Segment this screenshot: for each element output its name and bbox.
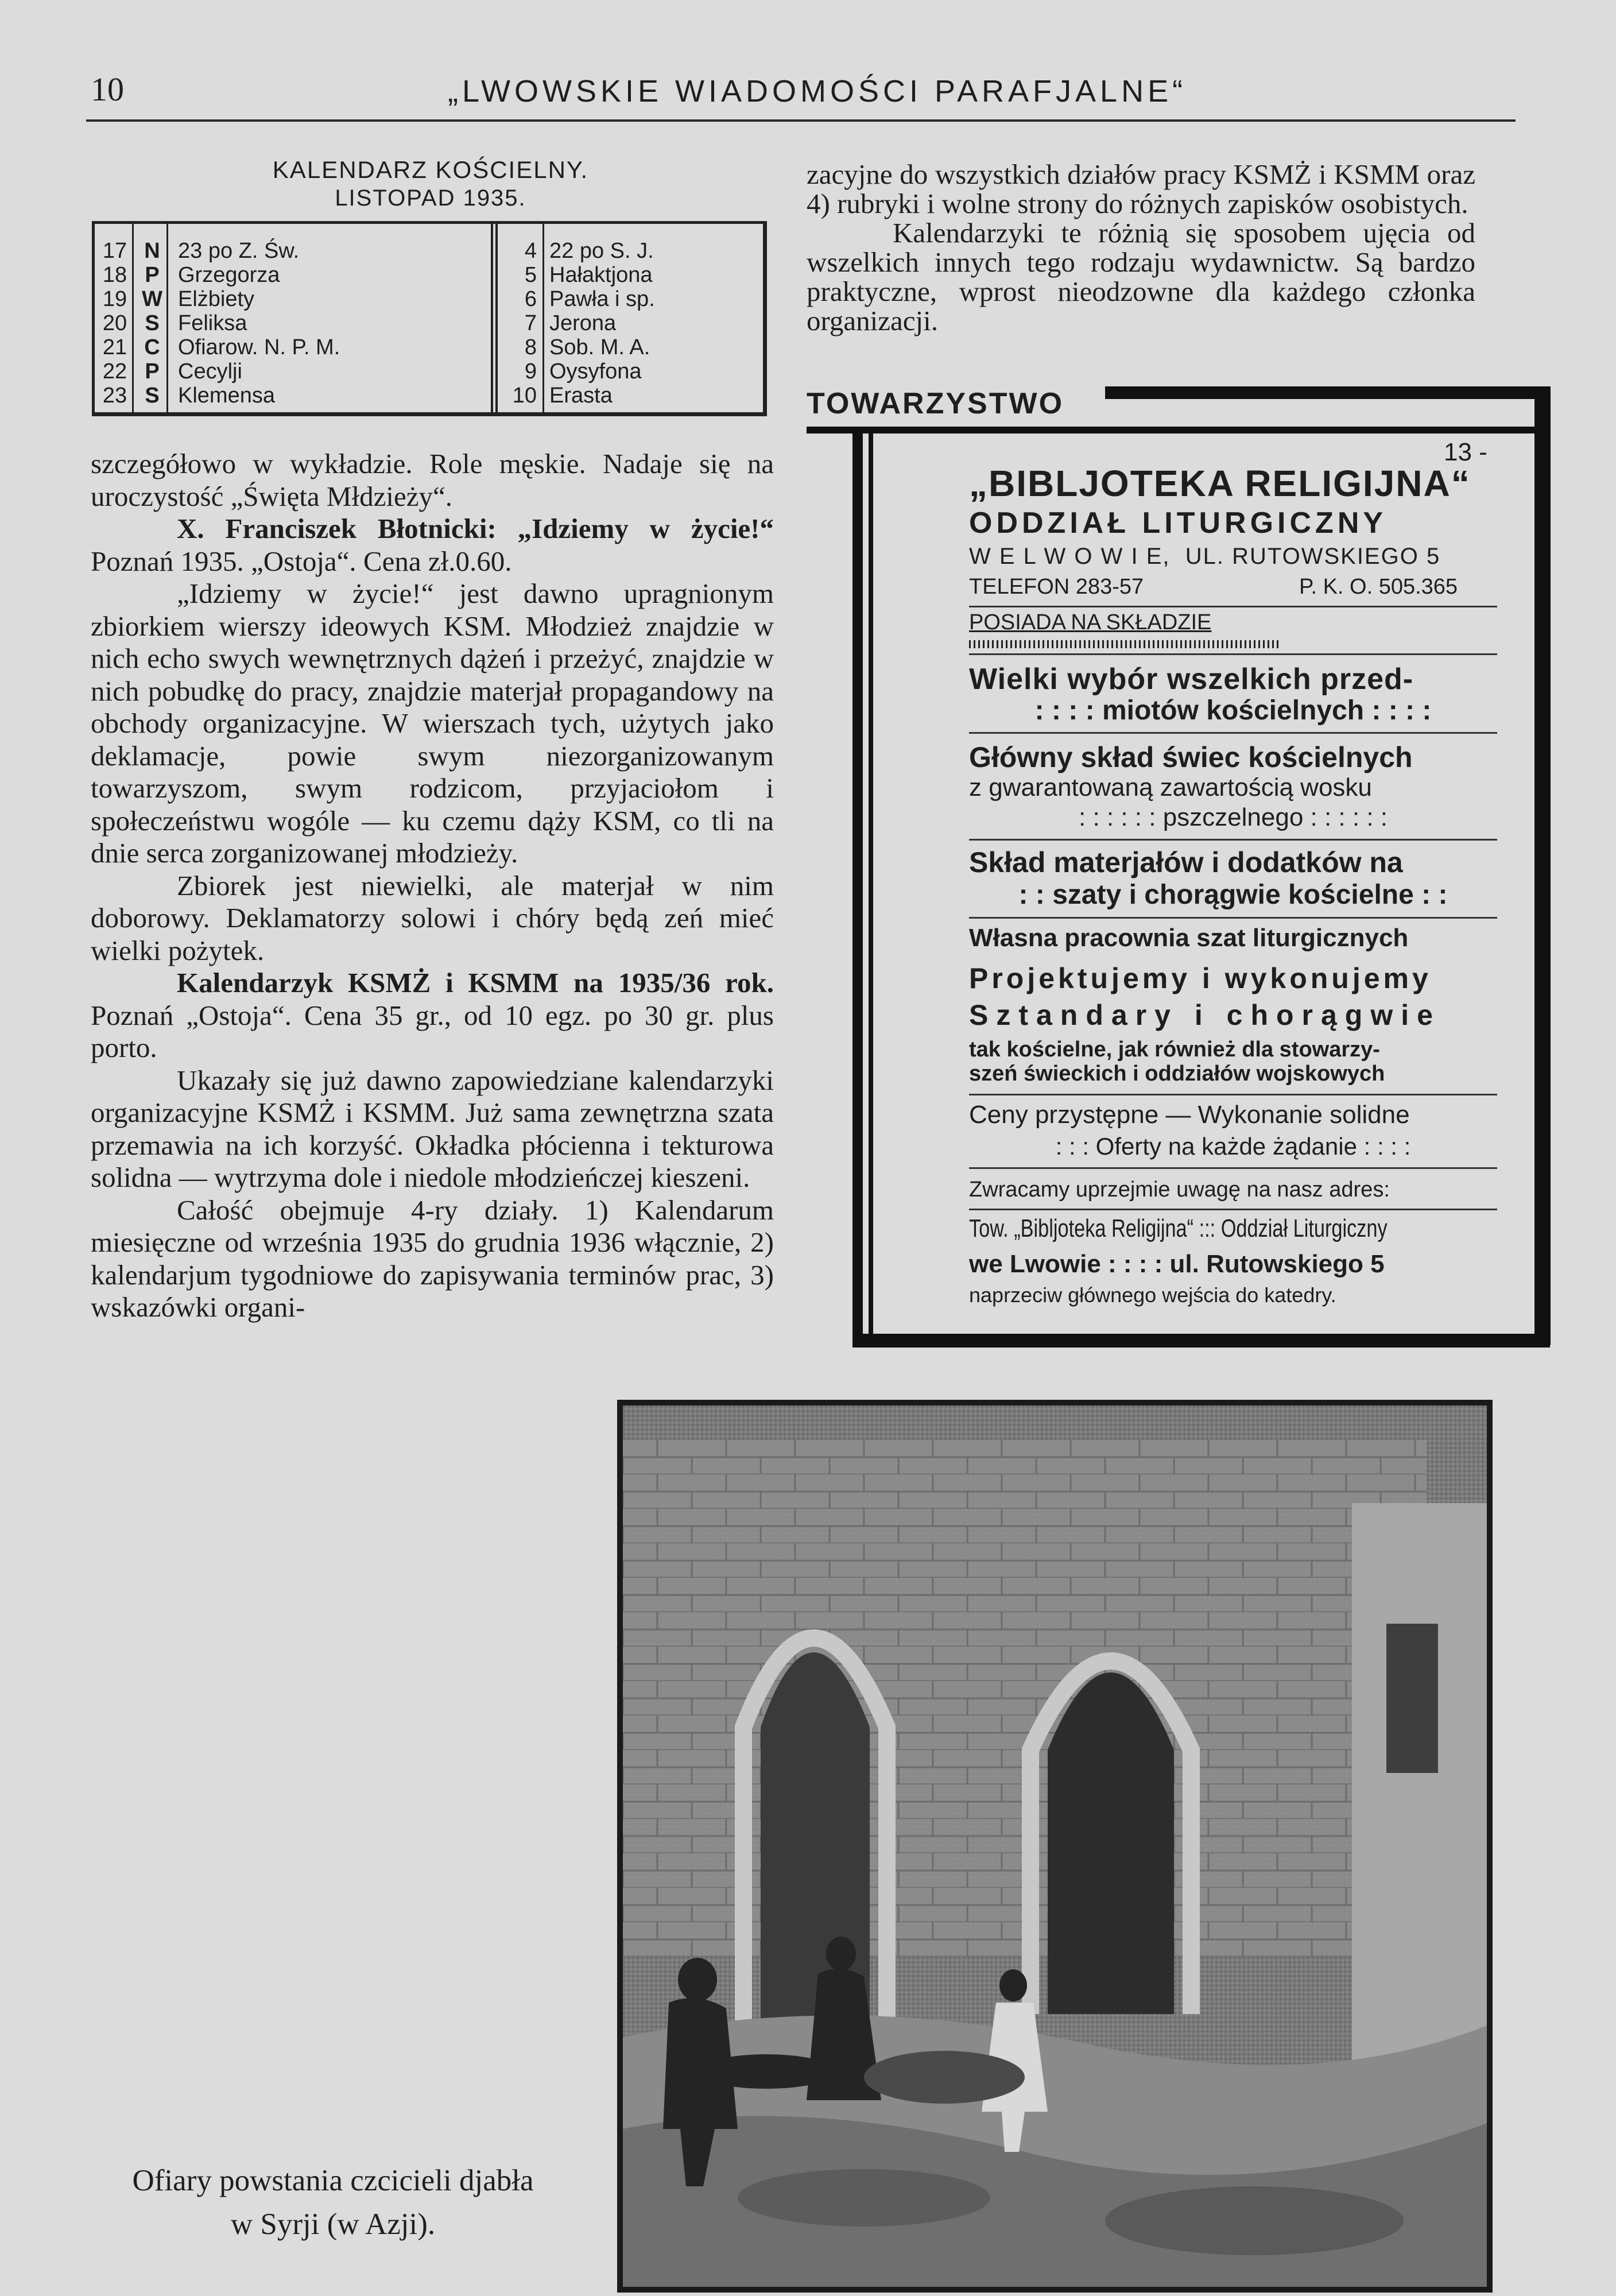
advert-line: szeń świeckich i oddziałów wojskowych: [969, 1062, 1385, 1086]
calendar-subtitle: LISTOPAD 1935.: [335, 185, 526, 211]
cal-name-old-style: Pawła i sp.: [549, 287, 655, 311]
cal-weekday: N: [144, 239, 160, 263]
advert-dotted-rule: [969, 640, 1279, 648]
advert-rule: [969, 653, 1497, 655]
cal-day-old-style: 6: [524, 287, 537, 311]
calendar-divider: [542, 224, 544, 412]
advert-line: Zwracamy uprzejmie uwagę na nasz adres:: [969, 1178, 1390, 1202]
advert-border: [852, 1334, 1550, 1348]
running-title: „LWOWSKIE WIADOMOŚCI PARAFJALNE“: [448, 74, 1187, 109]
photo-illustration: [623, 1406, 1487, 2287]
cal-name: 23 po Z. Św.: [178, 239, 300, 263]
paragraph: szczegółowo w wykładzie. Role męskie. Nadaje się na uroczystość „Święta Młdzieży“.: [91, 448, 774, 512]
cal-day: 18: [102, 263, 127, 287]
cal-day: 22: [102, 359, 127, 384]
cal-name: Klemensa: [178, 384, 275, 408]
cal-name: Feliksa: [178, 311, 247, 335]
caption-line: Ofiary powstania czcicieli djabła: [132, 2164, 534, 2197]
cal-weekday: S: [145, 384, 160, 408]
cal-name: Elżbiety: [178, 287, 255, 311]
paragraph: Kalendarzyki te różnią się sposobem ujęcia od wszelkich innych tego rodzaju wydawnictw. Są bardzo praktyczne, wprost nieodzowne dla każdego członka organizacji.: [807, 217, 1475, 336]
photo-caption: [86, 2159, 580, 2246]
advert-line: : : : Oferty na każde żądanie : : : :: [1055, 1133, 1411, 1160]
book-title: X. Franciszek Błotnicki: „Idziemy w życie!“: [177, 513, 774, 544]
advert-rule: [969, 606, 1497, 607]
advert-heading: TOWARZYSTWO: [807, 387, 1064, 420]
cal-weekday: S: [145, 311, 160, 335]
advert-rule: [969, 917, 1497, 919]
advert-line: : : : : : : pszczelnego : : : : : :: [1079, 803, 1388, 831]
advert-border: [1105, 386, 1550, 399]
advert-line: Ceny przystępne — Wykonanie solidne: [969, 1101, 1410, 1129]
cal-weekday: P: [145, 359, 160, 384]
advert-line: : : szaty i chorągwie kościelne : :: [1018, 880, 1448, 910]
advert-line: Wielki wybór wszelkich przed-: [969, 663, 1414, 696]
advert-address-left: W E L W O W I E,: [969, 544, 1171, 569]
advert-line: Skład materjałów i dodatków na: [969, 846, 1403, 878]
paragraph: Zbiorek jest niewielki, ale materjał w nim doborowy. Deklamatorzy solowi i chóry będą zeń mieć wielki pożytek.: [91, 869, 774, 966]
cal-day: 20: [102, 311, 127, 335]
book-title: Kalendarzyk KSMŻ i KSMM na 1935/36 rok.: [177, 967, 774, 998]
paragraph: Całość obejmuje 4-ry działy. 1) Kalendarum miesięczne od września 1935 do grudnia 1936 włącznie, 2) kalendarjum tygodniowe do zapisywania terminów prac, 3) wskazówki organi-: [91, 1194, 774, 1323]
advert-number: 13 -: [1444, 438, 1487, 466]
cal-day: 21: [102, 335, 127, 359]
cal-day-old-style: 7: [524, 311, 537, 335]
advert-rule: [969, 732, 1497, 734]
paragraph: [91, 967, 774, 1064]
page-number: 10: [91, 71, 124, 108]
paragraph: [91, 513, 774, 578]
advert-border: [807, 427, 1550, 433]
advert-border: [852, 433, 863, 1346]
calendar-table: [92, 221, 767, 416]
cal-day-old-style: 10: [512, 384, 537, 408]
advert-line: Główny skład świec kościelnych: [969, 741, 1413, 773]
cal-day: 17: [102, 239, 127, 263]
advert-line: naprzeciw głównego wejścia do katedry.: [969, 1283, 1336, 1307]
book-details: Poznań 1935. „Ostoja“. Cena zł.0.60.: [91, 545, 512, 577]
cal-name: Ofiarow. N. P. M.: [178, 335, 340, 359]
cal-name-old-style: Hałaktjona: [549, 263, 653, 287]
cal-day-old-style: 4: [524, 239, 537, 263]
advert-rule: [969, 1094, 1497, 1095]
advert-phone: TELEFON 283-57: [969, 575, 1144, 599]
advert-line: Projektujemy i wykonujemy: [969, 962, 1432, 994]
advert-line: Tow. „Bibljoteka Religijna“ ::: Oddział Liturgiczny: [969, 1214, 1388, 1242]
advert-line: : : : : miotów kościelnych : : : :: [1034, 695, 1432, 726]
advert-rule: [969, 1209, 1497, 1210]
advert-rule: [969, 839, 1497, 841]
advert-line: Własna pracownia szat liturgicznych: [969, 924, 1409, 952]
cal-name-old-style: Oysyfona: [549, 359, 642, 384]
paragraph: zacyjne do wszystkich działów pracy KSMŻ i KSMM oraz 4) rubryki i wolne strony do różnych zapisków osobistych.: [807, 158, 1475, 219]
cal-name: Grzegorza: [178, 263, 280, 287]
calendar-divider: [491, 224, 493, 412]
cal-day: 19: [102, 287, 127, 311]
advert-line: z gwarantowaną zawartością wosku: [969, 773, 1372, 802]
advert-address-right: UL. RUTOWSKIEGO 5: [1185, 544, 1441, 569]
cal-name-old-style: 22 po S. J.: [549, 239, 654, 263]
paragraph: Ukazały się już dawno zapowiedziane kalendarzyki organizacyjne KSMŻ i KSMM. Już sama zewnętrzna szata przemawia na ich korzyść. Okładka płócienna i tekturowa solidna — wytrzyma dole i niedole młodzieńczej kieszeni.: [91, 1064, 774, 1193]
cal-name-old-style: Erasta: [549, 384, 613, 408]
paragraph: „Idziemy w życie!“ jest dawno upragnionym zbiorkiem wierszy ideowych KSM. Młodzież znajdzie w nich echo swych wewnętrznych dążeń i przeżyć, znajdzie w nich pobudkę do pracy, znajdzie materjał propagandowy na obchody organizacyjne. W wierszach tych, użytych jako deklamacje, powie swym niezorganizowanym towarzyszom, swym rodzicom, przyjaciołom i społeczeństwu wogóle — ku czemu dąży KSM, co tli na dnie serca zorganizowanej młodzieży.: [91, 578, 774, 869]
advert-line: Sztandary i chorągwie: [969, 999, 1441, 1031]
advert-address: [969, 544, 1497, 570]
right-column-text: [807, 160, 1475, 335]
cal-weekday: W: [142, 287, 162, 311]
advert-posiada: POSIADA NA SKŁADZIE: [969, 610, 1212, 634]
advert-rule: [969, 1167, 1497, 1169]
cal-day-old-style: 8: [524, 335, 537, 359]
cal-day-old-style: 5: [524, 263, 537, 287]
cal-day-old-style: 9: [524, 359, 537, 384]
book-details: Poznań „Ostoja“. Cena 35 gr., od 10 egz. po 30 gr. plus porto.: [91, 999, 774, 1063]
advert-border: [869, 433, 873, 1346]
advert-pko: P. K. O. 505.365: [1299, 575, 1458, 599]
header-rule: [86, 119, 1516, 122]
advert-contact: [969, 575, 1497, 599]
cal-name: Cecylji: [178, 359, 242, 384]
advert-border: [1534, 386, 1551, 1345]
calendar-title: KALENDARZ KOŚCIELNY.: [272, 156, 589, 183]
caption-line: w Syrji (w Azji).: [230, 2208, 436, 2241]
advert-line: we Lwowie : : : : ul. Rutowskiego 5: [969, 1250, 1385, 1278]
cal-weekday: C: [144, 335, 160, 359]
advert-title: „BIBLJOTEKA RELIGIJNA“: [969, 463, 1471, 504]
calendar-divider: [132, 224, 134, 412]
advert-line: tak kościelne, jak również dla stowarzy-: [969, 1037, 1380, 1062]
cal-day: 23: [102, 384, 127, 408]
advert-body: [969, 462, 1497, 1323]
cal-name-old-style: Sob. M. A.: [549, 335, 650, 359]
photograph: [617, 1400, 1493, 2293]
cal-name-old-style: Jerona: [549, 311, 617, 335]
left-column-text: [91, 448, 774, 1324]
advert-subtitle: ODDZIAŁ LITURGICZNY: [969, 506, 1388, 540]
cal-weekday: P: [145, 263, 160, 287]
calendar-divider: [166, 224, 168, 412]
